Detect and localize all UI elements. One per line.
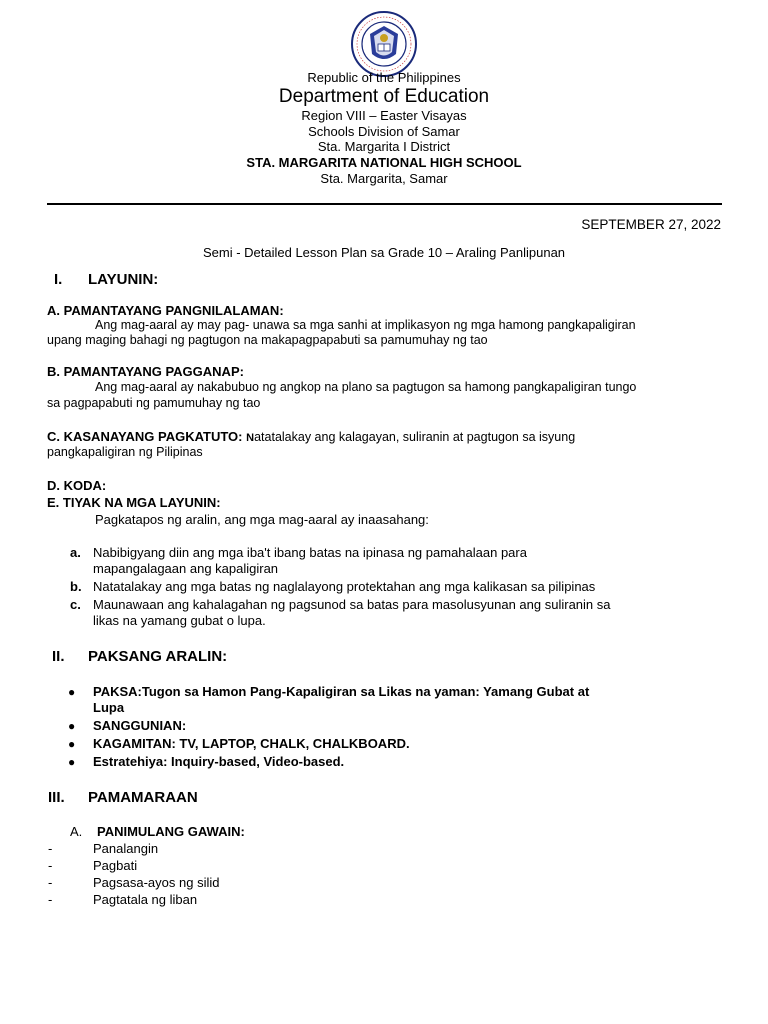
- activity-item: Pagtatala ng liban: [93, 892, 198, 907]
- section-3-title: PAMAMARAAN: [88, 789, 198, 806]
- bullet-icon: ●: [68, 755, 76, 769]
- dash-mark: -: [48, 875, 53, 890]
- learning-competency-heading: C. KASANAYANG PAGKATUTO:: [47, 429, 243, 444]
- republic-line: Republic of the Philippines: [307, 70, 461, 85]
- objective-a-line-1: Nabibigyang diin ang mga iba't ibang batas na ipinasa ng pamahalaan para: [93, 545, 527, 560]
- section-1-title: LAYUNIN:: [88, 271, 159, 288]
- learning-competency-text: atatalakay ang kalagayan, suliranin at pagtugon sa isyung: [254, 430, 576, 444]
- topic-item-1-line-1: PAKSA:Tugon sa Hamon Pang-Kapaligiran sa Likas na yaman: Yamang Gubat at: [93, 684, 590, 699]
- dash-mark: -: [48, 892, 53, 907]
- section-1-number: I.: [54, 271, 63, 288]
- preliminary-activities-mark: A.: [70, 824, 83, 839]
- region-line: Region VIII – Easter Visayas: [301, 108, 467, 123]
- objectives-intro: Pagkatapos ng aralin, ang mga mag-aaral ay inaasahang:: [95, 512, 429, 527]
- objective-a-mark: a.: [70, 545, 81, 560]
- bullet-icon: ●: [68, 685, 76, 699]
- section-2-title: PAKSANG ARALIN:: [88, 648, 228, 665]
- objective-b-line-1: Natatalakay ang mga batas ng naglalayong protektahan ang mga kalikasan sa pilipinas: [93, 579, 596, 594]
- bullet-icon: ●: [68, 719, 76, 733]
- objective-c-line-1: Maunawaan ang kahalagahan ng pagsunod sa batas para masolusyunan ang suliranin sa: [93, 597, 611, 612]
- lesson-plan-title: Semi - Detailed Lesson Plan sa Grade 10 – Araling Panlipunan: [202, 245, 566, 260]
- objective-c-mark: c.: [70, 597, 81, 612]
- section-2-number: II.: [52, 648, 65, 665]
- topic-item-2: SANGGUNIAN:: [93, 718, 187, 733]
- topic-item-1-line-2: Lupa: [93, 700, 125, 715]
- objective-b-mark: b.: [70, 579, 82, 594]
- activities-list: [0, 841, 768, 911]
- content-standard-line-2: upang maging bahagi ng pagtugon na makapagpapabuti sa pamumuhay ng tao: [47, 333, 488, 347]
- performance-standard-heading: B. PAMANTAYANG PAGGANAP:: [47, 364, 244, 379]
- department-title: Department of Education: [278, 86, 490, 107]
- activity-item: Pagbati: [93, 858, 138, 873]
- code-heading: D. KODA:: [47, 478, 107, 493]
- dash-mark: -: [48, 858, 53, 873]
- specific-objectives-heading: E. TIYAK NA MGA LAYUNIN:: [47, 495, 221, 510]
- objective-a-line-2: mapangalagaan ang kapaligiran: [93, 561, 279, 576]
- lesson-date: SEPTEMBER 27, 2022: [581, 217, 721, 232]
- objective-c-line-2: likas na yamang gubat o lupa.: [93, 613, 266, 628]
- topic-list: [0, 684, 768, 774]
- content-standard-heading: A. PAMANTAYANG PANGNILALAMAN:: [47, 303, 284, 318]
- district-line: Sta. Margarita I District: [317, 139, 451, 154]
- division-line: Schools Division of Samar: [308, 124, 460, 139]
- bullet-icon: ●: [68, 737, 76, 751]
- learning-competency-initial: N: [246, 432, 255, 444]
- content-standard-line-1: Ang mag-aaral ay may pag- unawa sa mga sanhi at implikasyon ng mga hamong pangkapaligiran: [95, 318, 636, 332]
- performance-standard-line-2: sa pagpapabuti ng pamumuhay ng tao: [47, 396, 261, 410]
- school-name: STA. MARGARITA NATIONAL HIGH SCHOOL: [246, 155, 522, 170]
- activity-item: Panalangin: [93, 841, 159, 856]
- school-address: Sta. Margarita, Samar: [320, 171, 448, 186]
- topic-item-3: KAGAMITAN: TV, LAPTOP, CHALK, CHALKBOARD.: [93, 736, 410, 751]
- dash-mark: -: [48, 841, 53, 856]
- performance-standard-line-1: Ang mag-aaral ay nakabubuo ng angkop na plano sa pagtugon sa hamong pangkapaligiran tungo: [95, 380, 637, 394]
- preliminary-activities-heading: PANIMULANG GAWAIN:: [97, 824, 245, 839]
- learning-competency-line-1: [47, 429, 575, 446]
- deped-seal-logo: [350, 10, 418, 78]
- topic-item-4: Estratehiya: Inquiry-based, Video-based.: [93, 754, 345, 769]
- header-divider: [47, 203, 722, 205]
- section-3-number: III.: [48, 789, 65, 806]
- objectives-list: [0, 545, 768, 635]
- activity-item: Pagsasa-ayos ng silid: [93, 875, 220, 890]
- learning-competency-line-2: pangkapaligiran ng Pilipinas: [47, 445, 203, 459]
